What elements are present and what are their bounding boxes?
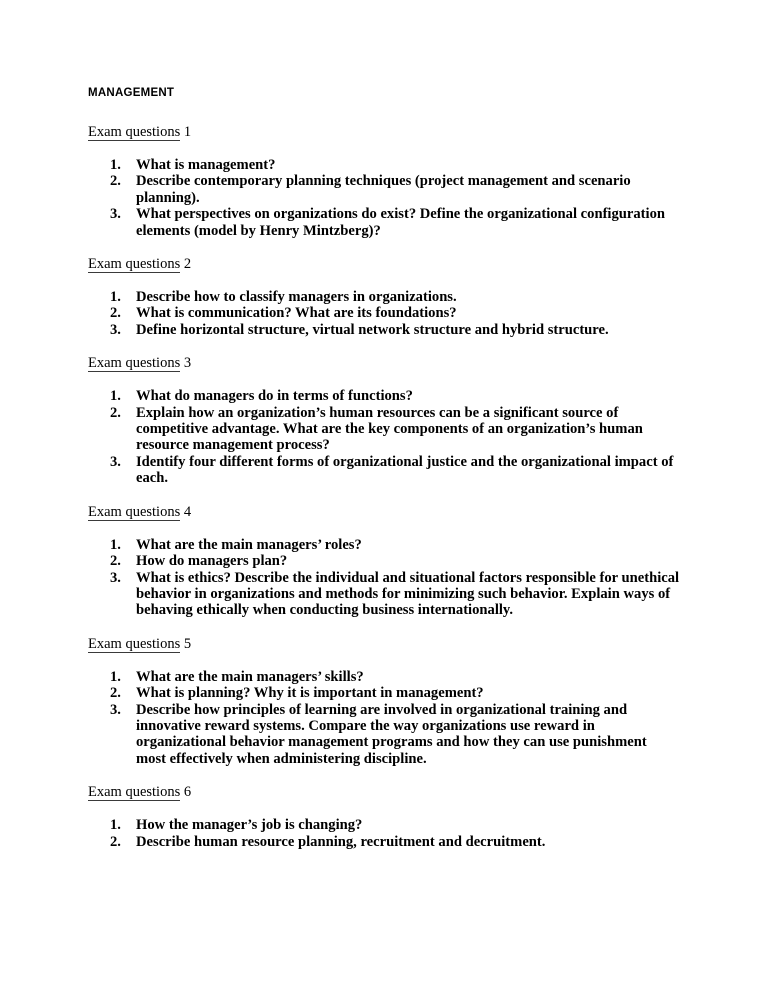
section-heading-words: Exam questions (88, 635, 181, 652)
question-list (88, 537, 680, 619)
exam-questions-section (88, 504, 680, 636)
list-item-number: 1. (110, 388, 121, 405)
list-item-number: 2. (110, 833, 121, 850)
list-item-number: 3. (110, 321, 121, 338)
exam-questions-section (88, 784, 680, 850)
question-list (88, 388, 680, 486)
list-item (88, 685, 680, 701)
document-body (88, 86, 680, 850)
section-heading-words: Exam questions (88, 503, 181, 520)
list-item (88, 305, 680, 321)
list-item (88, 322, 680, 338)
exam-questions-section (88, 256, 680, 355)
list-item-text: Describe human resource planning, recruitment and decruitment. (136, 833, 546, 850)
question-list (88, 157, 680, 239)
section-heading-number: 1 (183, 124, 192, 140)
section-heading (88, 355, 680, 372)
spacer (88, 653, 680, 669)
list-item (88, 388, 680, 404)
list-item-text: Describe contemporary planning techniques (project management and scenario planning). (136, 173, 631, 206)
list-item (88, 669, 680, 685)
list-item (88, 405, 680, 454)
list-item (88, 834, 680, 850)
section-heading (88, 784, 680, 801)
section-heading-words: Exam questions (88, 124, 181, 140)
section-heading-number: 5 (183, 635, 192, 652)
list-item-number: 3. (110, 453, 121, 470)
section-heading (88, 636, 680, 653)
list-item-number: 2. (110, 173, 121, 190)
question-list (88, 669, 680, 767)
section-heading-number: 6 (183, 784, 192, 801)
section-heading (88, 256, 680, 273)
page-title: MANAGEMENT (88, 87, 175, 99)
list-item (88, 553, 680, 569)
section-heading (88, 124, 680, 141)
list-item-text: What are the main managers’ skills? (136, 668, 364, 685)
list-item-number: 2. (110, 404, 121, 421)
spacer (88, 273, 680, 289)
list-item (88, 206, 680, 239)
list-item-number: 1. (110, 817, 121, 834)
list-item (88, 537, 680, 553)
list-item-number: 1. (110, 536, 121, 553)
list-item-text: What is ethics? Describe the individual and situational factors responsible for unethical behavior in organizations and methods for minimizing such behavior. Explain ways of behaving ethically when conducting business internationally. (136, 569, 680, 619)
list-item-text: Describe how principles of learning are involved in organizational training and innovative reward systems. Compare the way organizations use reward in organizational behavior management programs and how they can use punishment most effectively when administering discipline. (136, 701, 647, 767)
list-item-number: 3. (110, 206, 121, 223)
list-item-text: Describe how to classify managers in organizations. (136, 289, 457, 306)
section-heading-words: Exam questions (88, 355, 181, 372)
list-item-number: 1. (110, 157, 121, 173)
list-item (88, 817, 680, 833)
list-item-text: Explain how an organization’s human resources can be a significant source of competitive advantage. What are the key components of an organization’s human resource management process? (136, 404, 643, 454)
list-item-text: What are the main managers’ roles? (136, 536, 362, 553)
section-heading-number: 4 (183, 503, 192, 520)
list-item-number: 2. (110, 685, 121, 702)
list-item-text: How the manager’s job is changing? (136, 817, 363, 834)
list-item-number: 2. (110, 553, 121, 570)
list-item (88, 157, 680, 173)
list-item-text: What is management? (136, 157, 276, 173)
list-item (88, 173, 680, 206)
spacer (88, 101, 680, 124)
question-list (88, 817, 680, 850)
section-heading-number: 2 (183, 256, 192, 273)
question-list (88, 289, 680, 338)
list-item (88, 570, 680, 619)
list-item-text: What perspectives on organizations do exist? Define the organizational configuration elements (model by Henry Mintzberg)? (136, 206, 665, 239)
spacer (88, 767, 680, 784)
list-item (88, 702, 680, 768)
list-item (88, 289, 680, 305)
list-item-text: How do managers plan? (136, 553, 288, 570)
list-item-text: Identify four different forms of organizational justice and the organizational impact of each. (136, 453, 674, 487)
exam-questions-section (88, 636, 680, 784)
spacer (88, 239, 680, 256)
list-item-text: What do managers do in terms of functions? (136, 388, 413, 405)
list-item-number: 1. (110, 289, 121, 306)
spacer (88, 141, 680, 157)
section-heading-words: Exam questions (88, 256, 181, 273)
list-item-number: 3. (110, 569, 121, 586)
exam-questions-section (88, 355, 680, 503)
list-item-text: Define horizontal structure, virtual network structure and hybrid structure. (136, 321, 609, 338)
section-heading-number: 3 (183, 355, 192, 372)
spacer (88, 619, 680, 636)
list-item-number: 1. (110, 668, 121, 685)
list-item-text: What is communication? What are its foundations? (136, 305, 457, 322)
list-item-number: 2. (110, 305, 121, 322)
exam-questions-section (88, 124, 680, 256)
list-item-number: 3. (110, 701, 121, 718)
spacer (88, 801, 680, 817)
spacer (88, 521, 680, 537)
spacer (88, 338, 680, 355)
section-heading-words: Exam questions (88, 784, 181, 801)
spacer (88, 487, 680, 504)
list-item-text: What is planning? Why it is important in management? (136, 685, 484, 702)
spacer (88, 372, 680, 388)
list-item (88, 454, 680, 487)
section-heading (88, 504, 680, 521)
sections-container (88, 124, 680, 850)
